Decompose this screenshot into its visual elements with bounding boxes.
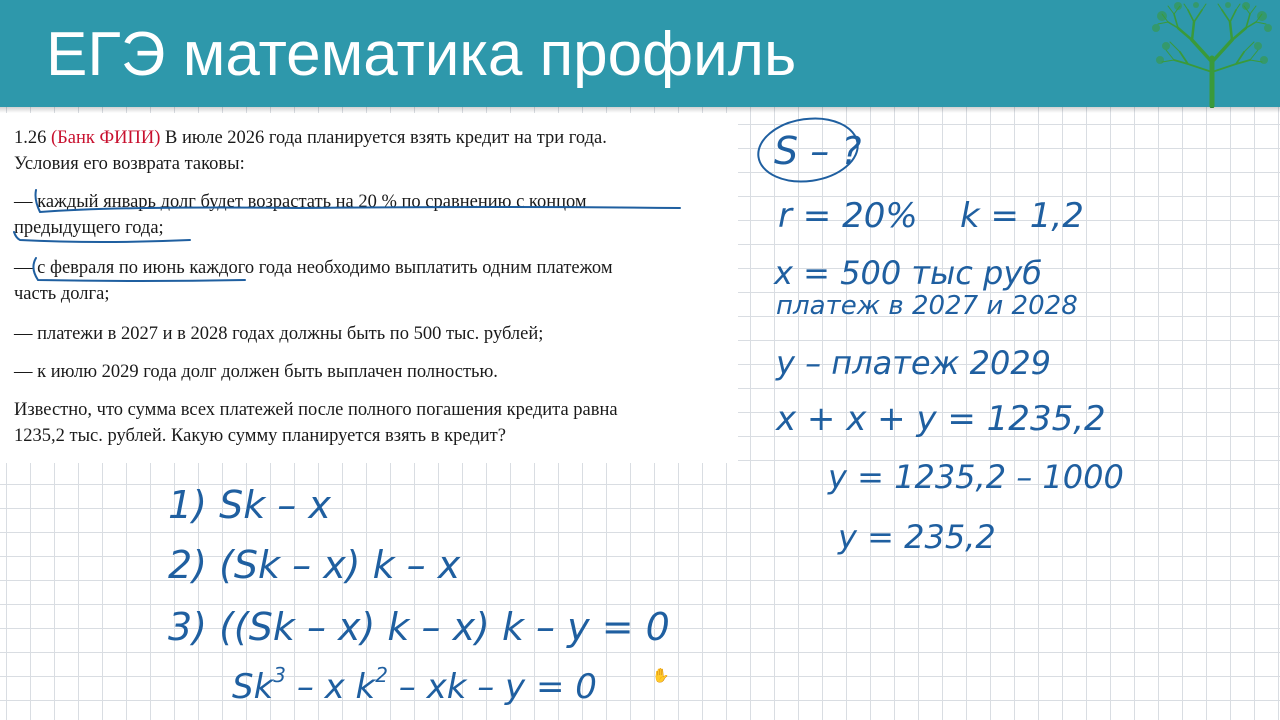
tree-icon xyxy=(1148,2,1276,108)
expanded-equation: Sk$^3$ – x $k^2$ – xk – y = 0 xyxy=(232,663,597,707)
note-x: x = 500 тыс руб xyxy=(774,254,1042,292)
note-k: k = 1,2 xyxy=(960,196,1084,236)
step-2: 2) (Sk – x) k – x xyxy=(168,543,461,587)
problem-line-1 xyxy=(14,125,607,151)
problem-statement xyxy=(0,113,738,463)
final-question-a: Известно, что сумма всех платежей после полного погашения кредита равна xyxy=(14,400,618,420)
condition-3: — платежи в 2027 и в 2028 годах должны быть по 500 тыс. рублей; xyxy=(14,324,544,344)
condition-1a: — каждый январь долг будет возрастать на 20 % по сравнению с концом xyxy=(14,192,587,212)
condition-1b: предыдущего года; xyxy=(14,218,164,238)
condition-2a: — с февраля по июнь каждого года необходимо выплатить одним платежом xyxy=(14,258,613,278)
problem-number: 1.26 xyxy=(14,128,47,148)
note-y-result: y = 235,2 xyxy=(838,518,996,556)
problem-line-2: Условия его возврата таковы: xyxy=(14,154,245,174)
problem-source: (Банк ФИПИ) xyxy=(51,128,161,148)
problem-intro: В июле 2026 года планируется взять кредит на три года. xyxy=(165,128,607,148)
step-3: 3) ((Sk – x) k – x) k – y = 0 xyxy=(168,605,670,649)
note-question: S – ? xyxy=(774,129,862,173)
condition-4: — к июлю 2029 года долг должен быть выплачен полностью. xyxy=(14,362,498,382)
step-1: 1) Sk – x xyxy=(168,483,331,527)
note-y: y – платеж 2029 xyxy=(776,344,1052,382)
question-circle xyxy=(754,112,862,187)
note-x-desc: платеж в 2027 и 2028 xyxy=(776,291,1078,321)
header-bar xyxy=(0,0,1280,107)
note-sum-equation: x + x + y = 1235,2 xyxy=(776,399,1106,439)
final-question-b: 1235,2 тыс. рублей. Какую сумму планируется взять в кредит? xyxy=(14,426,506,446)
condition-2b: часть долга; xyxy=(14,284,110,304)
hand-cursor-icon: ✋ xyxy=(652,668,670,684)
note-y-calc: y = 1235,2 – 1000 xyxy=(828,458,1124,496)
page-title: ЕГЭ математика профиль xyxy=(46,20,797,89)
note-rate: r = 20% xyxy=(778,196,918,236)
